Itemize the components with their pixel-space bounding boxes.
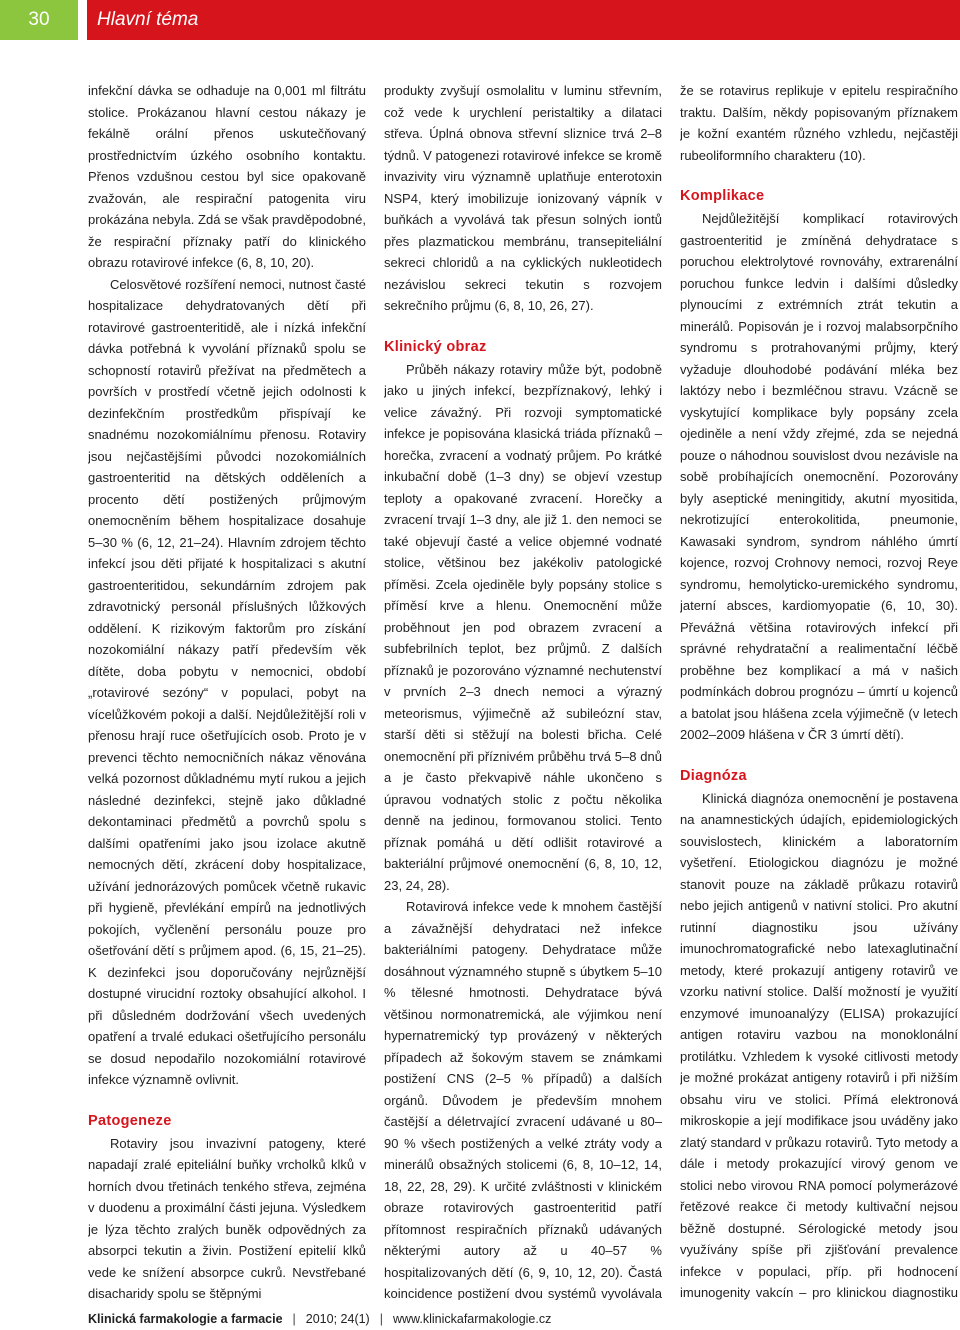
page-footer	[88, 1312, 551, 1330]
paragraph: Celosvětové rozšíření nemoci, nutnost časté hospitalizace dehydratovaných dětí při rotavirové gastroenteritidě, ale i nízká infekční dávka potřebná k vyvolání příznaků spolu se schopností rotavirů přežívat na předmětech a površích v prostředí včetně jejich odolnosti k dezinfekčním prostředkům přispívají ke snadnému nozokomiálnímu přenosu. Rotaviry jsou nejčastějšími původci nozokomiálních gastroenteritid na dětských odděleních a procento dětí postižených průjmovým onemocněním během hospitalizace dosahuje 5–30 % (6, 12, 21–24). Hlavním zdrojem těchto infekcí jsou děti přijaté k hospitalizaci s akutní gastroenteritidou, sekundárním zdrojem pak zdravotnický personál příslušných lůžkových oddělení. K rizikovým faktorům pro získání nozokomiální nákazy patří především věk dítěte, doba pobytu v nemocnici, období „rotavirové sezóny“ v populaci, pobyt na vícelůžkovém pokoji a další. Nejdůležitější roli v přenosu hrají ruce ošetřujících osob. Proto je v prevenci těchto nemocničních nákaz věnována velká pozornost důkladnému mytí rukou a jejich následné dezinfekci, stejně jako důkladné dekontaminaci předmětů a povrchů spolu s dalšími opatřeními jako jsou izolace akutně nemocných dětí, zkrácení doby hospitalizace, užívání jednorázových pomůcek včetně rukavic při hygieně, převlékání empírů na jednotlivých pokojích, vyčlenění personálu pouze pro ošetřování dětí s průjmem apod. (6, 15, 21–25). K dezinfekci jsou doporučovány nejrůznější dostupné virucidní roztoky obsahující alkohol. I při důsledném dodržování všech uvedených opatření a trvalé edukaci ošetřujícího personálu se dosud nepodařilo nozokomiální rotavirové infekce významně ovlivnit.	[88, 276, 366, 1087]
heading-diagnoza: Diagnóza	[680, 767, 747, 784]
footer-separator: |	[292, 1312, 296, 1326]
column-3	[680, 80, 958, 1300]
paragraph: Klinická diagnóza onemocnění je postavena na anamnestických údajích, epidemiologických souvislostech, klinickém a laboratorním vyšetření. Etiologickou diagnózu je možné stanovit pouze na základě průkazu rotavirů nebo jejich antigenů v nativní stolici. Pro akutní rutinní diagnostiku jsou užívány imunochromatografické nebo latexaglutinační metody, které prokazují antigeny rotavirů ve vzorku nativní stolice. Další možností je využití enzymové imunoanalýzy (ELISA) prokazující antigen rotaviru vazbou na monoklonální protilátku. Vzhledem k vysoké citlivosti metody je možné prokázat antigeny rotavirů i při nižším obsahu viru ve stolici. Přímá elektronová mikroskopie a její modifikace jsou uváděny jako zlatý standard v průkazu rotavirů. Tyto metody a dále i metody prokazující virový genom ve stolici nebo virovou RNA pomocí polymerázové řetězové reakce či metody kultivační nejsou běžně dostupné. Sérologické metody jsou využívány spíše při zjišťování prevalence infekce v populaci, příp. při hodnocení imunogenity vakcín – pro klinickou diagnostiku	[680, 790, 958, 1300]
heading-komplikace: Komplikace	[680, 188, 765, 204]
paragraph: Rotaviry jsou invazivní patogeny, které napadají zralé epiteliální buňky vrcholků klků v horních dvou třetinách tenkého střeva, zejména v duodenu a proximální části jejuna. Výsledkem je lýza těchto zralých buněk odpovědných za absorpci tekutin a živin. Postižení epitelií klků vede ke snížení absorpce cukrů. Nevstřebané disacharidy spolu se štěpnými	[88, 1135, 366, 1300]
paragraph: že se rotavirus replikuje v epitelu respiračního traktu. Dalším, někdy popisovaným příznakem je kožní exantém různého vzhledu, nejčastěji rubeoliformního charakteru (10).	[680, 83, 958, 163]
heading-klinicky-obraz: Klinický obraz	[384, 338, 487, 355]
paragraph: Nejdůležitější komplikací rotavirových gastroenteritid je zmíněná dehydratace s poruchou elektrolytové rovnováhy, extrarenální poruchou funkce ledvin i dalšími důsledky plynoucími z extrémních ztrát tekutin a minerálů. Popisován je i rozvoj malabsorpčního syndromu s protrahovanými průjmy, který vyžaduje dlouhodobé podávání mléka bez laktózy nebo i bezmléčnou stravu. Vzácně se vyskytující komplikace byly popsány zcela ojediněle a není vždy zřejmé, zda se nejedná pouze o náhodnou souvislost dvou nezávisle na sobě probíhajících onemocnění. Pozorovány byly aseptické meningitidy, akutní myositida, nekrotizující enterokolitida, pneumonie, Kawasaki syndrom, syndrom náhlého úmrtí kojence, rozvoj Crohnovy nemoci, rozvoj Reye syndromu, hemolyticko-uremického syndromu, jaterní absces, kardiomyopatie (6, 10, 30). Převážná většina rotavirových infekcí při správné rehydratační a realimentační léčbě proběhne bez komplikací a má v našich podmínkách dobrou prognózu – úmrtí u kojenců a batolat jsou hlášena zcela výjimečně (v letech 2002–2009 hlášena v ČR 3 úmrtí dětí).	[680, 211, 958, 742]
footer-issue: 2010; 24(1)	[305, 1312, 370, 1326]
paragraph: Průběh nákazy rotaviry může být, podobně jako u jiných infekcí, bezpříznakový, lehký i velice závažný. Při rozvoji symptomatické infekce je popisována klasická triáda příznaků – horečka, zvracení a vodnatý průjem. Po krátké inkubační době (1–3 dny) se objeví vzestup teploty a opakované zvracení. Horečky a zvracení trvají 1–3 dny, ale již 1. den nemoci se také objevují časté a velice objemné vodnaté stolice, většinou bez jakékoliv patologické příměsi. Zcela ojediněle byly popsány stolice s příměsí krve a hlenu. Onemocnění může proběhnout jen pod obrazem zvracení a subfebrilních teplot, bez průjmů. Z dalších příznaků je pozorováno významné nechutenství v prvních 2–3 dnech nemoci a výrazný meteorismus, výjimečně až subileózní stav, starší děti si stěžují na bolesti břicha. Celé onemocnění při příznivém průběhu trvá 5–8 dnů a je často překvapivě náhle ukončeno s úpravou vodnatých stolic z počtu několika denně na jedinou, formovanou stolici. Tento příznak pomáhá u dětí odlišit rotavirové a bakteriální průjmové onemocnění (6, 8, 10, 12, 23, 24, 28).	[384, 361, 662, 893]
paragraph: produkty zvyšují osmolalitu v luminu střevním, což vede k urychlení peristaltiky a dilataci střeva. Úplná obnova střevní sliznice trvá 2–8 týdnů. V patogenezi rotavirové infekce se kromě invazivity viru významně uplatňuje enterotoxin NSP4, který imobilizuje ionizovaný vápník v buňkách a vyvolává tak přesun solných iontů přes plazmatickou membránu, transepiteliální sekreci chloridů a na cyklických nukleotidech nezávislou sekreci tekutin s rozvojem sekrečního průjmu (6, 8, 10, 26, 27).	[384, 83, 662, 313]
paragraph: infekční dávka se odhaduje na 0,001 ml filtrátu stolice. Prokázanou hlavní cestou nákazy je fekálně orální přenos uskutečňovaný prostřednictvím úzkého osobního kontaktu. Přenos vzdušnou cestou byl sice opakovaně zvažován, ale respirační patogenita viru prokázána nebyla. Zdá se však pravděpodobné, že respirační příznaky patří do klinického obrazu rotavirové infekce (6, 8, 10, 20).	[88, 83, 366, 270]
footer-url[interactable]: www.klinickafarmakologie.cz	[392, 1312, 552, 1326]
column-2	[384, 80, 662, 1300]
section-title: Hlavní téma	[87, 0, 960, 40]
heading-patogeneze: Patogeneze	[88, 1112, 172, 1129]
page-header	[0, 0, 960, 40]
column-1	[88, 80, 366, 1300]
paragraph: Rotavirová infekce vede k mnohem častější a závažnější dehydrataci než infekce bakteriálními patogeny. Dehydratace může dosáhnout významného stupně s úbytkem 5–10 % tělesné hmotnosti. Dehydratace bývá většinou normonatremická, ale výjimkou není hypernatremický typ provázený v některých případech až šokovým stavem se známkami postižení CNS (2–5 % případů) a dalších orgánů. Důvodem je především mnohem častější a déletrvající zvracení udávané u 80–90 % všech postižených a velké ztráty vody a minerálů obsažných stolicemi (6, 8, 10–12, 14, 18, 22, 28, 29). K určité zvláštnosti v klinickém obraze rotavirových gastroenteritid patří přítomnost respiračních příznaků udávaných některými autory až u 40–57 % hospitalizovaných dětí (6, 9, 10, 12, 20). Častá koincidence postižení dvou systémů vyvolávala	[384, 899, 662, 1300]
footer-separator: |	[379, 1312, 383, 1326]
article-body	[88, 80, 960, 1300]
footer-journal: Klinická farmakologie a farmacie	[88, 1312, 283, 1326]
page-number: 30	[0, 0, 78, 40]
